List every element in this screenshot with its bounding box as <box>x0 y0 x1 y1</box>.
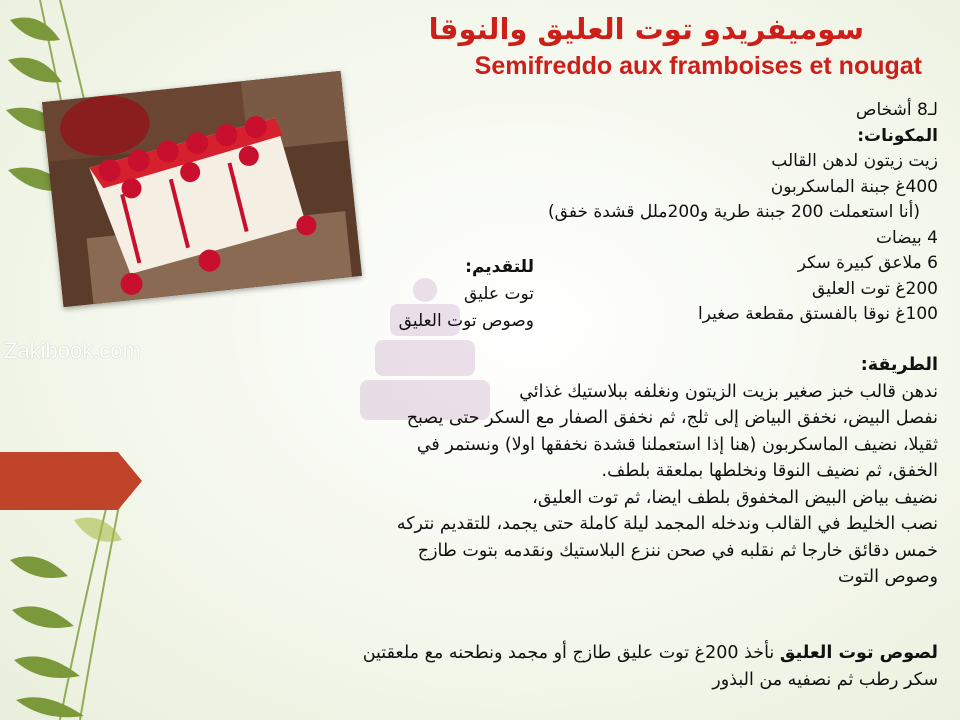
method-line: نضيف بياض البيض المخفوق بلطف ايضا، ثم توت العليق، <box>532 487 938 508</box>
watermark-text: Zakibook.com <box>4 338 141 363</box>
semifreddo-photo <box>42 71 362 307</box>
title-arabic: سوميفريدو توت العليق والنوقا <box>428 12 864 46</box>
serving-heading: للتقديم: <box>465 257 534 277</box>
ingredient-item: 100غ نوقا بالفستق مقطعة صغيرا <box>697 304 938 324</box>
serving-item: توت عليق <box>463 284 534 304</box>
sauce-text-1: نأخذ 200غ توت عليق طازج أو مجمد ونطحنه مع ملعقتين <box>362 643 780 663</box>
accent-tab <box>0 452 118 510</box>
sauce-section <box>208 640 938 693</box>
method-line: نفصل البيض، نخفق البياض إلى ثلج، ثم نخفق الصفار مع السكر حتى يصبح <box>406 408 938 428</box>
serving-item: وصوص توت العليق <box>398 311 534 331</box>
ingredient-item: 4 بيضات <box>875 227 938 248</box>
method-line: الخفق، ثم نضيف النوقا ونخلطها بملعقة بلطف. <box>601 461 938 481</box>
method-line: وصوص التوت <box>837 567 938 587</box>
ingredient-item: 400غ جبنة الماسكربون <box>770 176 938 197</box>
accent-arrow <box>118 452 142 510</box>
ingredient-item: 6 ملاعق كبيرة سكر <box>797 253 938 273</box>
method-line: ثقيلا، نضيف الماسكربون (هنا إذا استعملنا قشدة نخفقها اولا) ونستمر في <box>416 434 938 455</box>
ingredients-heading: المكونات: <box>857 125 938 146</box>
ingredient-item: زيت زيتون لدهن القالب <box>771 151 938 171</box>
method-line: ندهن قالب خبز صغير بزيت الزيتون ونغلفه ببلاستيك غذائي <box>519 381 938 402</box>
serving-section <box>352 254 534 335</box>
servings: لـ8 أشخاص <box>855 100 938 120</box>
ingredient-item: 200غ توت العليق <box>812 278 938 299</box>
method-heading: الطريقة: <box>860 355 938 375</box>
title-french: Semifreddo aux framboises et nougat <box>474 52 922 80</box>
ingredient-item: (أنا استعملت 200 جبنة طرية و200ملل قشدة خفق) <box>548 202 920 222</box>
method-line: خمس دقائق خارجا ثم نقلبه في صحن ننزع البلاستيك ونقدمه بتوت طازج <box>417 540 938 561</box>
method-section <box>208 352 938 591</box>
method-line: نصب الخليط في القالب وندخله المجمد ليلة كاملة حتى يجمد، للتقديم نتركه <box>396 514 938 534</box>
sauce-text-2: سكر رطب ثم نصفيه من البذور <box>712 669 938 690</box>
sauce-line-1 <box>208 640 938 667</box>
sauce-heading: لصوص توت العليق <box>779 643 938 663</box>
